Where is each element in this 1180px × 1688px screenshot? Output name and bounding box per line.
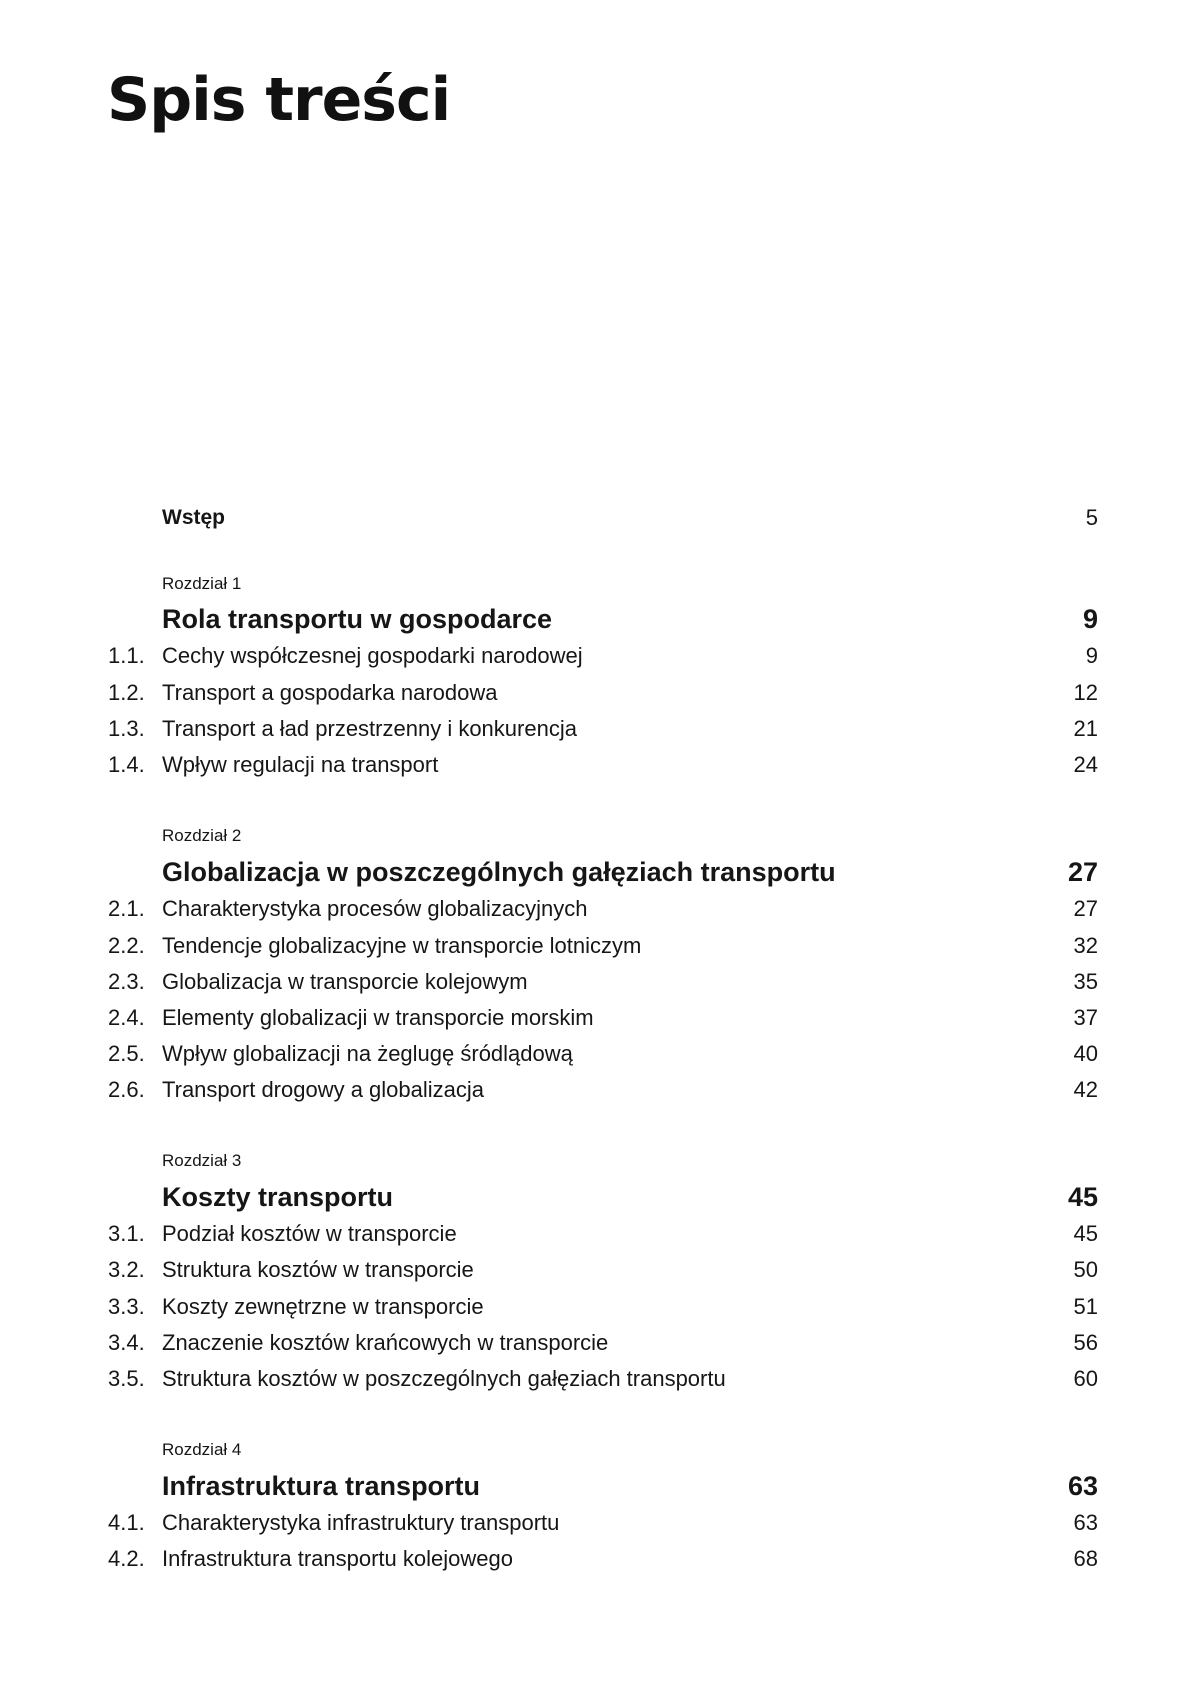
section-title: Transport a ład przestrzenny i konkurencja (162, 716, 577, 741)
section-page: 50 (1073, 1257, 1098, 1282)
chapter-page: 63 (1067, 1471, 1098, 1501)
chapter-label (0, 1143, 1180, 1179)
toc-section-item[interactable] (0, 638, 1180, 674)
section-number: 3.4. (108, 1330, 145, 1355)
section-title: Charakterystyka procesów globalizacyjnych (162, 896, 588, 921)
chapter-title-text: Infrastruktura transportu (162, 1471, 481, 1501)
chapter-title[interactable] (0, 854, 1180, 890)
chapter-title[interactable] (0, 1468, 1180, 1504)
section-title: Charakterystyka infrastruktury transportu (162, 1510, 560, 1535)
section-page: 68 (1073, 1546, 1098, 1571)
section-title: Transport a gospodarka narodowa (162, 680, 498, 705)
chapter-label-text: Rozdział 4 (162, 1440, 242, 1459)
section-title: Tendencje globalizacyjne w transporcie lotniczym (162, 933, 642, 958)
section-number: 2.4. (108, 1005, 145, 1030)
section-number: 2.6. (108, 1077, 145, 1102)
section-title: Struktura kosztów w transporcie (162, 1257, 474, 1282)
page-title: Spis treści (107, 65, 451, 135)
section-page: 42 (1073, 1077, 1098, 1102)
toc-section-item[interactable] (0, 1216, 1180, 1252)
section-page: 40 (1073, 1041, 1098, 1066)
chapter-page: 9 (1082, 604, 1098, 634)
toc-section-item[interactable] (0, 1505, 1180, 1541)
chapter-page: 45 (1067, 1182, 1098, 1212)
chapter-label (0, 566, 1180, 602)
section-number: 3.2. (108, 1257, 145, 1282)
toc-section-item[interactable] (0, 1541, 1180, 1577)
section-number: 3.3. (108, 1294, 145, 1319)
section-number: 4.1. (108, 1510, 145, 1535)
section-title: Transport drogowy a globalizacja (162, 1077, 485, 1102)
toc-section-item[interactable] (0, 1036, 1180, 1072)
toc-intro-page: 5 (1085, 505, 1098, 530)
section-title: Globalizacja w transporcie kolejowym (162, 969, 528, 994)
section-title: Wpływ regulacji na transport (162, 752, 439, 777)
toc-section-item[interactable] (0, 1000, 1180, 1036)
chapter-label-text: Rozdział 1 (162, 574, 242, 593)
section-page: 56 (1073, 1330, 1098, 1355)
section-title: Znaczenie kosztów krańcowych w transporcie (162, 1330, 609, 1355)
section-number: 1.1. (108, 643, 145, 668)
section-number: 3.1. (108, 1221, 145, 1246)
chapter-title-text: Globalizacja w poszczególnych gałęziach transportu (162, 857, 836, 887)
chapter-page: 27 (1067, 857, 1098, 887)
section-title: Infrastruktura transportu kolejowego (162, 1546, 513, 1571)
chapter-title-text: Rola transportu w gospodarce (162, 604, 553, 634)
section-page: 27 (1073, 896, 1098, 921)
section-number: 3.5. (108, 1366, 145, 1391)
section-page: 51 (1073, 1294, 1098, 1319)
toc-section-item[interactable] (0, 675, 1180, 711)
section-page: 45 (1073, 1221, 1098, 1246)
toc-section-item[interactable] (0, 1289, 1180, 1325)
section-page: 24 (1073, 752, 1098, 777)
section-number: 2.2. (108, 933, 145, 958)
toc-intro-label: Wstęp (162, 506, 225, 529)
toc-section-item[interactable] (0, 1072, 1180, 1108)
section-title: Struktura kosztów w poszczególnych gałęziach transportu (162, 1366, 726, 1391)
chapter-title[interactable] (0, 601, 1180, 637)
chapter-label-text: Rozdział 2 (162, 826, 242, 845)
section-title: Podział kosztów w transporcie (162, 1221, 457, 1246)
section-page: 63 (1073, 1510, 1098, 1535)
section-number: 1.2. (108, 680, 145, 705)
section-page: 32 (1073, 933, 1098, 958)
chapter-title[interactable] (0, 1179, 1180, 1215)
section-number: 4.2. (108, 1546, 145, 1571)
section-title: Wpływ globalizacji na żeglugę śródlądową (162, 1041, 573, 1066)
toc-section-item[interactable] (0, 1252, 1180, 1288)
section-page: 12 (1073, 680, 1098, 705)
section-page: 35 (1073, 969, 1098, 994)
chapter-title-text: Koszty transportu (162, 1182, 394, 1212)
section-page: 9 (1085, 643, 1098, 668)
section-page: 21 (1073, 716, 1098, 741)
toc-section-item[interactable] (0, 1361, 1180, 1397)
toc-section-item[interactable] (0, 928, 1180, 964)
toc-section-item[interactable] (0, 891, 1180, 927)
section-page: 60 (1073, 1366, 1098, 1391)
toc-section-item[interactable] (0, 1325, 1180, 1361)
toc-intro[interactable] (0, 500, 1180, 536)
chapter-label (0, 818, 1180, 854)
section-number: 2.1. (108, 896, 145, 921)
chapter-label (0, 1432, 1180, 1468)
section-title: Elementy globalizacji w transporcie morskim (162, 1005, 594, 1030)
section-number: 1.4. (108, 752, 145, 777)
section-number: 1.3. (108, 716, 145, 741)
section-page: 37 (1073, 1005, 1098, 1030)
toc-section-item[interactable] (0, 747, 1180, 783)
section-number: 2.5. (108, 1041, 145, 1066)
section-title: Koszty zewnętrzne w transporcie (162, 1294, 484, 1319)
toc-section-item[interactable] (0, 711, 1180, 747)
section-title: Cechy współczesnej gospodarki narodowej (162, 643, 583, 668)
toc-section-item[interactable] (0, 964, 1180, 1000)
section-number: 2.3. (108, 969, 145, 994)
chapter-label-text: Rozdział 3 (162, 1151, 242, 1170)
